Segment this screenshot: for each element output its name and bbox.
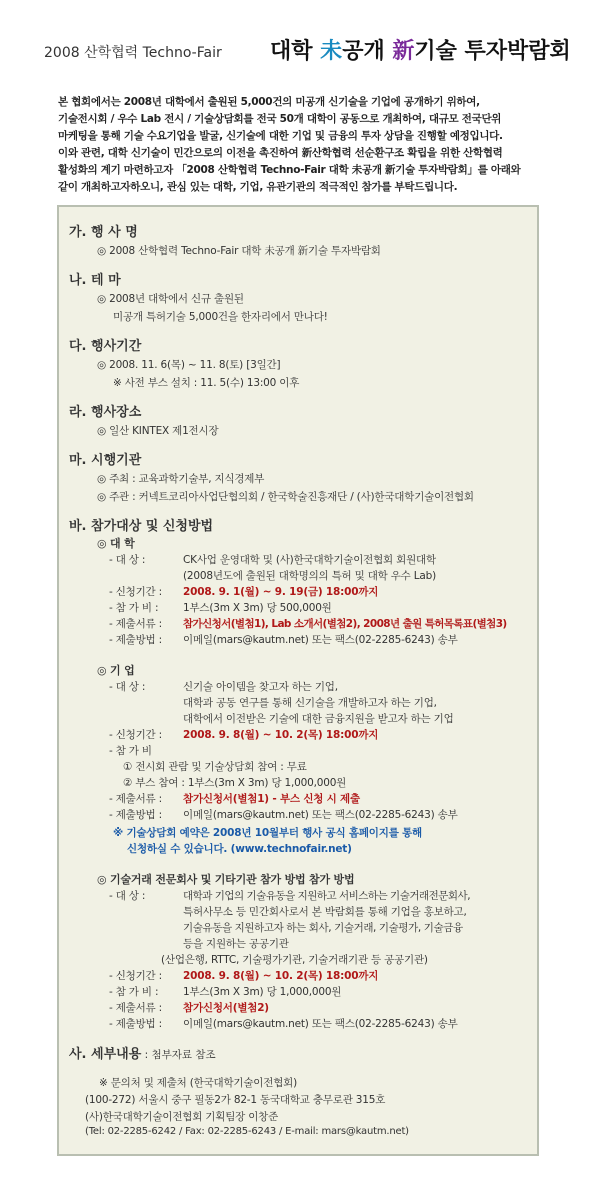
theme-line: 미공개 특허기술 5,000건을 한자리에서 만나다! bbox=[113, 311, 328, 323]
title-part: 기술 투자박람회 bbox=[414, 39, 571, 64]
broker-period: 2008. 9. 8(월) ~ 10. 2(목) 18:00까지 bbox=[183, 970, 379, 982]
section-title-period: 다. 행사기간 bbox=[69, 339, 142, 354]
intro-paragraph bbox=[58, 94, 553, 196]
univ-docs-label: - 제출서류 : bbox=[109, 618, 162, 630]
univ-method-label: - 제출방법 : bbox=[109, 634, 162, 646]
broker-fee-label: - 참 가 비 : bbox=[109, 986, 159, 998]
contact-address: (100-272) 서울시 중구 필동2가 82-1 동국대학교 충무로관 315호 bbox=[85, 1094, 386, 1106]
broker-target-label: - 대 상 : bbox=[109, 890, 146, 902]
page-title bbox=[270, 34, 571, 65]
corp-booking-note: ※ 기술상담회 예약은 2008년 10월부터 행사 공식 홈페이지를 통해 bbox=[113, 827, 422, 839]
title-hanja-mi: 未 bbox=[320, 39, 343, 64]
univ-target-label: - 대 상 : bbox=[109, 554, 146, 566]
title-part: 공개 bbox=[342, 39, 393, 64]
section-title-venue: 라. 행사장소 bbox=[69, 405, 142, 420]
details-title: 사. 세부내용 bbox=[69, 1047, 142, 1062]
title-part: 대학 bbox=[270, 39, 321, 64]
corp-target: 신기술 아이템을 찾고자 하는 기업, bbox=[183, 681, 338, 693]
intro-line: 기술전시회 / 우수 Lab 전시 / 기술상담회를 전국 50개 대학이 공동으로 개최하여, 대규모 전국단위 bbox=[58, 113, 502, 125]
intro-line: 마케팅을 통해 기술 수요기업을 발굴, 신기술에 대한 기업 및 금융의 투자 상담을 진행할 예정입니다. bbox=[58, 130, 503, 142]
broker-period-label: - 신청기간 : bbox=[109, 970, 162, 982]
corp-period-label: - 신청기간 : bbox=[109, 729, 162, 741]
theme-line: ◎ 2008년 대학에서 신규 출원된 bbox=[97, 293, 244, 305]
corp-fee-option: ① 전시회 관람 및 기술상담회 참여 : 무료 bbox=[123, 761, 307, 773]
univ-fee-label: - 참 가 비 : bbox=[109, 602, 159, 614]
section-title-participation: 바. 참가대상 및 신청방법 bbox=[69, 519, 214, 534]
corp-period: 2008. 9. 8(월) ~ 10. 2(목) 18:00까지 bbox=[183, 729, 379, 741]
broker-fee: 1부스(3m X 3m) 당 1,000,000원 bbox=[183, 986, 342, 998]
univ-docs: 참가신청서(별첨1), Lab 소개서(별첨2), 2008년 출원 특허목록표(별첨3) bbox=[183, 618, 507, 630]
corp-heading: ◎ 기 업 bbox=[97, 664, 135, 677]
corp-target: 대학에서 이전받은 기술에 대한 금융지원을 받고자 하는 기업 bbox=[183, 713, 454, 725]
broker-heading: ◎ 기술거래 전문회사 및 기타기관 참가 방법 참가 방법 bbox=[97, 873, 355, 886]
univ-fee: 1부스(3m X 3m) 당 500,000원 bbox=[183, 602, 332, 614]
broker-method: 이메일(mars@kautm.net) 또는 팩스(02-2285-6243) 송부 bbox=[183, 1018, 458, 1030]
broker-target: (산업은행, RTTC, 기술평가기관, 기술거래기관 등 공공기관) bbox=[161, 954, 428, 966]
corp-method-label: - 제출방법 : bbox=[109, 809, 162, 821]
contact-phone-email: (Tel: 02-2285-6242 / Fax: 02-2285-6243 / E-mail: mars@kautm.net) bbox=[85, 1126, 409, 1137]
section-title-details bbox=[69, 1043, 216, 1062]
intro-line: 활성화의 계기 마련하고자 「2008 산학협력 Techno-Fair 대학 未공개 新기술 투자박람회」를 아래와 bbox=[58, 164, 521, 176]
booth-setup-note: ※ 사전 부스 설치 : 11. 5(수) 13:00 이후 bbox=[113, 377, 300, 389]
broker-docs-label: - 제출서류 : bbox=[109, 1002, 162, 1014]
intro-line: 이와 관련, 대학 신기술이 민간으로의 이전을 촉진하여 新산학협력 선순환구조 확립을 위한 산학협력 bbox=[58, 147, 503, 159]
broker-target: 특허사무소 등 민간회사로서 본 박람회를 통해 기업을 홍보하고, bbox=[183, 906, 467, 918]
title-hanja-sin: 新 bbox=[392, 39, 415, 64]
univ-target: (2008년도에 출원된 대학명의의 특허 및 대학 우수 Lab) bbox=[183, 570, 437, 582]
event-name: ◎ 2008 산학협력 Techno-Fair 대학 未공개 新기술 투자박람회 bbox=[97, 245, 381, 257]
corp-docs-label: - 제출서류 : bbox=[109, 793, 162, 805]
header-subtitle: 2008 산학협력 Techno-Fair bbox=[44, 45, 222, 61]
corp-method: 이메일(mars@kautm.net) 또는 팩스(02-2285-6243) 송부 bbox=[183, 809, 458, 821]
univ-method: 이메일(mars@kautm.net) 또는 팩스(02-2285-6243) 송부 bbox=[183, 634, 458, 646]
contact-line: ※ 문의처 및 제출처 (한국대학기술이전협회) bbox=[99, 1077, 297, 1089]
broker-docs: 참가신청서(별첨2) bbox=[183, 1002, 269, 1014]
univ-period-label: - 신청기간 : bbox=[109, 586, 162, 598]
univ-target: CK사업 운영대학 및 (사)한국대학기술이전협회 회원대학 bbox=[183, 554, 436, 566]
host: ◎ 주최 : 교육과학기술부, 지식경제부 bbox=[97, 473, 265, 485]
section-title-event-name: 가. 행 사 명 bbox=[69, 225, 138, 240]
details-box bbox=[57, 205, 539, 1156]
details-ref: : 첨부자료 참조 bbox=[141, 1049, 216, 1061]
corp-fee-label: - 참 가 비 bbox=[109, 745, 152, 757]
intro-line: 본 협회에서는 2008년 대학에서 출원된 5,000건의 미공개 신기술을 기업에 공개하기 위하여, bbox=[58, 96, 480, 108]
corp-target-label: - 대 상 : bbox=[109, 681, 146, 693]
contact-person: (사)한국대학기술이전협회 기획팀장 이창준 bbox=[85, 1111, 279, 1123]
corp-booking-note: 신청하실 수 있습니다. (www.technofair.net) bbox=[127, 843, 352, 855]
section-title-theme: 나. 테 마 bbox=[69, 273, 121, 288]
organizer: ◎ 주관 : 커넥트코리아사업단협의회 / 한국학술진흥재단 / (사)한국대학기술이전협회 bbox=[97, 491, 474, 503]
event-period: ◎ 2008. 11. 6(목) ~ 11. 8(토) [3일간] bbox=[97, 359, 281, 371]
corp-target: 대학과 공동 연구를 통해 신기술을 개발하고자 하는 기업, bbox=[183, 697, 437, 709]
broker-method-label: - 제출방법 : bbox=[109, 1018, 162, 1030]
univ-heading: ◎ 대 학 bbox=[97, 537, 135, 550]
broker-target: 대학과 기업의 기술유동을 지원하고 서비스하는 기술거래전문회사, bbox=[183, 890, 471, 902]
header bbox=[0, 0, 600, 78]
venue: ◎ 일산 KINTEX 제1전시장 bbox=[97, 425, 219, 437]
broker-target: 기술유동을 지원하고자 하는 회사, 기술거래, 기술평가, 기술금융 bbox=[183, 922, 463, 934]
broker-target: 등을 지원하는 공공기관 bbox=[183, 938, 289, 950]
corp-fee-option: ② 부스 참여 : 1부스(3m X 3m) 당 1,000,000원 bbox=[123, 777, 347, 789]
section-title-organizers: 마. 시행기관 bbox=[69, 453, 142, 468]
intro-line: 같이 개최하고자하오니, 관심 있는 대학, 기업, 유관기관의 적극적인 참가를 부탁드립니다. bbox=[58, 181, 458, 193]
corp-docs: 참가신청서(별첨1) - 부스 신청 시 제출 bbox=[183, 793, 360, 805]
univ-period: 2008. 9. 1(월) ~ 9. 19(금) 18:00까지 bbox=[183, 586, 379, 598]
